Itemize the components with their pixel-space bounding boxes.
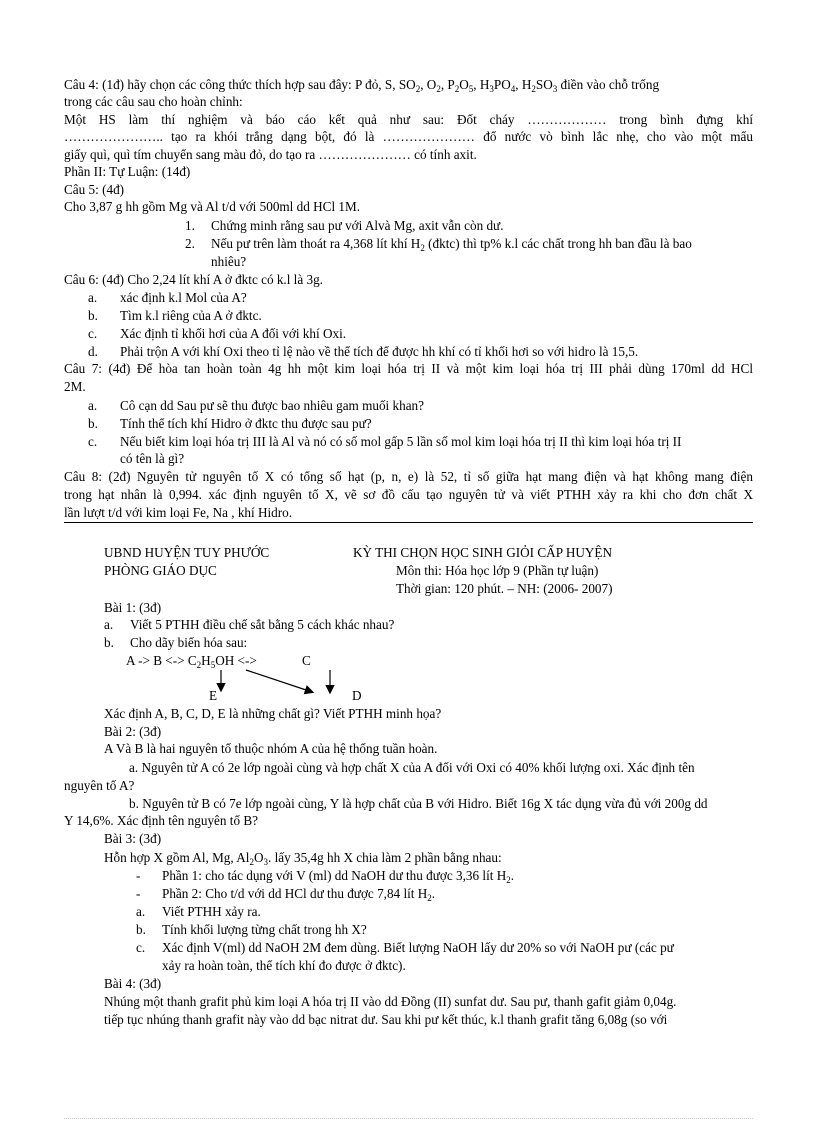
question-4-line-5: giấy quì, quì tím chuyển sang màu đỏ, do tạo ra ………………… có tính axit. — [64, 147, 477, 162]
problem-2-a-cont: nguyên tố A? — [64, 778, 135, 793]
question-5-item-2: 2. Nếu pư trên làm thoát ra 4,368 lít khí $H_2$ (đktc) thì tp% k.l các chất trong hh ban đầu là bao — [185, 236, 692, 253]
header-authority: UBND HUYỆN TUY PHƯỚC — [104, 545, 270, 560]
problem-3-title: Bài 3: (3đ) — [104, 831, 162, 846]
question-6-title: Câu 6: (4đ) Cho 2,24 lít khí A ở đktc có k.l là 3g. — [64, 272, 323, 287]
question-6-d: d. Phải trộn A với khí Oxi theo tỉ lệ nào về thể tích để được hh khí có tỉ khối hơi so với hidro là 15,5. — [88, 344, 639, 359]
question-7-b: b. Tính thể tích khí Hidro ở đktc thu được sau pư? — [88, 416, 372, 431]
problem-3-intro: Hỗn hợp X gồm Al, Mg, $Al_2O_3$. lấy 35,4g hh X chia làm 2 phần bằng nhau: — [104, 850, 502, 867]
exam-title: KỲ THI CHỌN HỌC SINH GIỎI CẤP HUYỆN — [353, 545, 612, 560]
scheme-label-c: C — [302, 653, 311, 668]
question-7-c: c. Nếu biết kim loại hóa trị III là Al và nó có số mol gấp 5 lần số mol kim loại hóa trị II thì kim loại hóa trị II — [88, 434, 682, 449]
reaction-scheme: A -> B <-> $C_2H_5OH$ <-> — [126, 653, 257, 670]
problem-3-a: a. Viết PTHH xảy ra. — [136, 904, 261, 919]
question-4-line-4: ………………….. tạo ra khói trắng dạng bột, đó là ………………… đổ nước vò bình lắc nhẹ, cho vào một mẩu — [64, 129, 753, 144]
problem-3-b: b. Tính khối lượng từng chất trong hh X? — [136, 922, 367, 937]
question-5-title: Câu 5: (4đ) — [64, 182, 125, 197]
problem-1-b: b. Cho dãy biến hóa sau: — [104, 635, 248, 650]
question-4-line-3: Một HS làm thí nghiệm và báo cáo kết quả như sau: Đốt cháy ……………… trong bình đựng khí — [64, 112, 753, 127]
problem-2-title: Bài 2: (3đ) — [104, 724, 162, 739]
question-8-line-1: Câu 8: (2đ) Nguyên tử nguyên tố X có tổng số hạt (p, n, e) là 52, tỉ số giữa hạt mang điện và hạt không mang điện — [64, 469, 753, 484]
question-7-line-1: Câu 7: (4đ) Để hòa tan hoàn toàn 4g hh một kim loại hóa trị II và một kim loại hóa trị III phải dùng 170ml dd HCl — [64, 361, 753, 376]
question-6-c: c. Xác định tỉ khối hơi của A đối với khí Oxi. — [88, 326, 347, 341]
question-5-intro: Cho 3,87 g hh gồm Mg và Al t/d với 500ml dd HCl 1M. — [64, 199, 361, 214]
question-5-item-1: 1. Chứng minh rằng sau pư với Alvà Mg, axit vẫn còn dư. — [185, 218, 504, 233]
exam-time: Thời gian: 120 phút. – NH: (2006- 2007) — [396, 581, 613, 596]
part-2-title: Phần II: Tự Luận: (14đ) — [64, 164, 191, 179]
question-7-line-2: 2M. — [64, 379, 86, 394]
question-6-b: b. Tìm k.l riêng của A ở đktc. — [88, 308, 262, 323]
question-5-item-2-cont: nhiêu? — [211, 254, 247, 269]
problem-3-part-1: - Phần 1: cho tác dụng với V (ml) dd NaOH dư thu được 3,36 lít $H_2$. — [136, 868, 515, 885]
exam-subject: Môn thi: Hóa học lớp 9 (Phần tự luận) — [396, 563, 599, 578]
problem-2-a: a. Nguyên tử A có 2e lớp ngoài cùng và hợp chất X của A đối với Oxi có 40% khối lượng oxi. Xác định tên — [129, 760, 695, 775]
question-4-line-2: trong các câu sau cho hoàn chỉnh: — [64, 94, 243, 109]
question-7-a: a. Cô cạn dd Sau pư sẽ thu được bao nhiêu gam muối khan? — [88, 398, 425, 413]
problem-4-line-2: tiếp tục nhúng thanh grafit này vào dd bạc nitrat dư. Sau khi pư kết thúc, k.l thanh grafit tăng 6,08g (so với — [104, 1012, 668, 1027]
arrow-to-d-diagonal — [246, 670, 312, 692]
problem-1-a: a. Viết 5 PTHH điều chế sắt bằng 5 cách khác nhau? — [104, 617, 395, 632]
scheme-label-e: E — [209, 688, 218, 703]
question-7-c-cont: có tên là gì? — [120, 451, 185, 466]
question-8-line-3: lần lượt t/d với kim loại Fe, Na , khí Hidro. — [64, 505, 293, 520]
problem-2-b-cont: Y 14,6%. Xác định tên nguyên tố B? — [64, 813, 258, 828]
header-department: PHÒNG GIÁO DỤC — [104, 563, 217, 578]
problem-4-line-1: Nhúng một thanh grafit phủ kim loại A hóa trị II vào dd Đồng (II) sunfat dư. Sau pư, thanh gafit giảm 0,04g. — [104, 994, 677, 1009]
question-6-a: a. xác định k.l Mol của A? — [88, 290, 247, 305]
problem-3-c: c. Xác định V(ml) dd NaOH 2M đem dùng. Biết lượng NaOH lấy dư 20% so với NaOH pư (các pư — [136, 940, 674, 955]
scheme-label-d: D — [352, 688, 362, 703]
problem-1-title: Bài 1: (3đ) — [104, 600, 162, 615]
problem-1-question: Xác định A, B, C, D, E là những chất gì? Viết PTHH minh họa? — [104, 706, 442, 721]
page-bottom-edge — [64, 1118, 753, 1119]
problem-2-b: b. Nguyên tử B có 7e lớp ngoài cùng, Y là hợp chất của B với Hidro. Biết 16g X tác dụng vừa đủ với 200g dd — [129, 796, 708, 811]
problem-3-c-cont: xảy ra hoàn toàn, thể tích khí đo được ở đktc). — [162, 958, 406, 973]
problem-4-title: Bài 4: (3đ) — [104, 976, 162, 991]
problem-3-part-2: - Phần 2: Cho t/d với dd HCl dư thu được 7,84 lít $H_2$. — [136, 886, 436, 903]
question-8-line-2: trong hạt nhân là 0,994. xác định nguyên tố X, vẽ sơ đồ cấu tạo nguyên tử và viết PTHH xảy ra khi cho đơn chất X — [64, 487, 753, 502]
problem-2-intro: A Và B là hai nguyên tố thuộc nhóm A của hệ thống tuần hoàn. — [104, 741, 438, 756]
question-4-line-1: Câu 4: (1đ) hãy chọn các công thức thích hợp sau đây: P đỏ, S, $SO_2$, $O_2$, $P_2O_5$, $H_3PO_4$, $H_2SO_3$ điền vào chỗ trống — [64, 77, 660, 94]
